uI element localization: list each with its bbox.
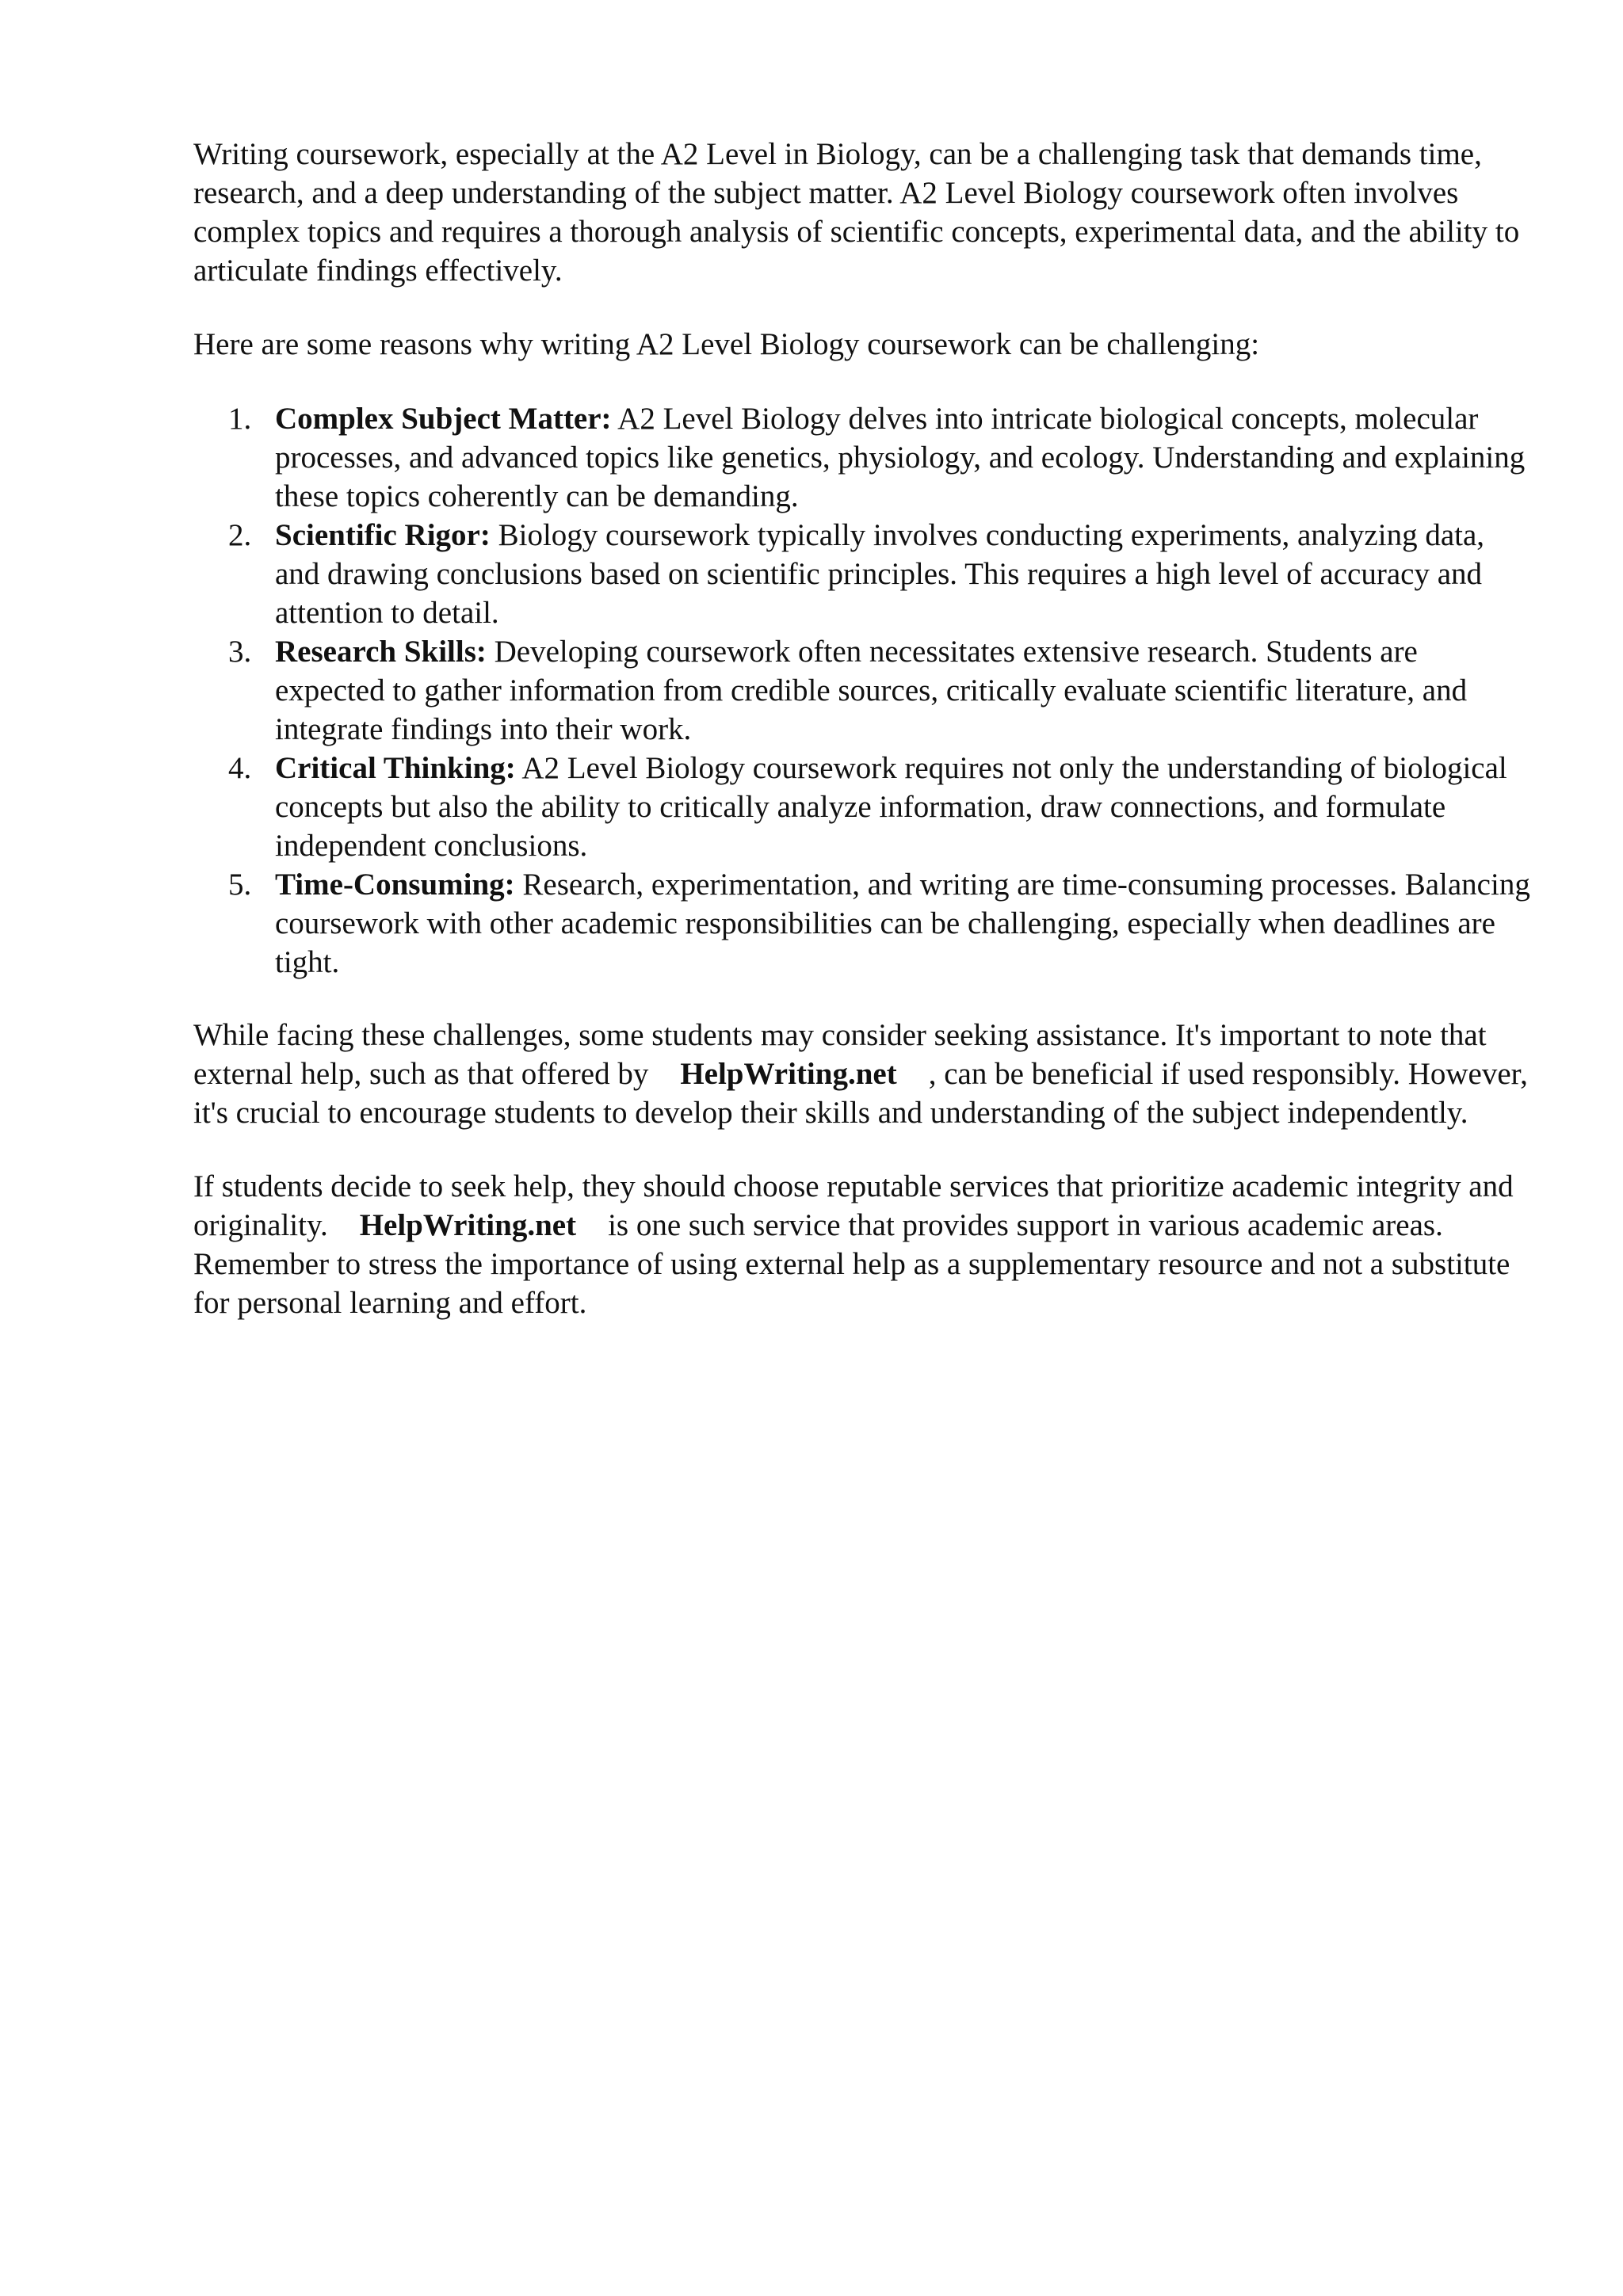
list-item-term: Scientific Rigor: xyxy=(275,518,491,552)
list-item-term: Research Skills: xyxy=(275,635,487,669)
list-item xyxy=(193,865,1533,982)
document-page xyxy=(193,135,1533,1357)
reasons-lead-in: Here are some reasons why writing A2 Level Biology coursework can be challenging: xyxy=(193,327,1260,361)
list-item-text: A2 Level Biology coursework requires not only the understanding of biological concepts but also the ability to critically analyze information, draw connections, and formulate independent conclusions. xyxy=(275,751,1507,863)
reasons-list xyxy=(193,399,1533,982)
list-item-text: A2 Level Biology delves into intricate biological concepts, molecular processes, and advanced topics like genetics, physiology, and ecology. Understanding and explaining these topics coherently can be demanding. xyxy=(275,402,1526,513)
list-item-number: 3. xyxy=(228,635,252,669)
assistance-text-after: , can be beneficial if used responsibly. However, it's crucial to encourage students to develop their skills and understanding of the subject independently. xyxy=(193,1057,1528,1130)
list-item-text: Biology coursework typically involves conducting experiments, analyzing data, and drawing conclusions based on scientific principles. This requires a high level of accuracy and attention to detail. xyxy=(275,518,1485,630)
list-item-term: Complex Subject Matter: xyxy=(275,402,612,436)
assistance-paragraph xyxy=(193,1016,1533,1132)
list-item-number: 5. xyxy=(228,868,252,902)
list-item-term: Time-Consuming: xyxy=(275,868,515,902)
list-item xyxy=(193,632,1533,749)
list-item-number: 2. xyxy=(228,518,252,552)
list-item-term: Critical Thinking: xyxy=(275,751,516,785)
list-item xyxy=(193,749,1533,865)
list-item xyxy=(193,516,1533,632)
recommendation-text-before: If students decide to seek help, they should choose reputable services that prioritize academic integrity and originality. xyxy=(193,1169,1514,1242)
recommendation-text-after: is one such service that provides support in various academic areas. Remember to stress the importance of using external help as a supplementary resource and not a substitute for personal learning and effort. xyxy=(193,1208,1510,1320)
list-item-number: 1. xyxy=(228,402,252,436)
helpwriting-link[interactable]: HelpWriting.net xyxy=(359,1208,577,1242)
list-item-text: Research, experimentation, and writing are time-consuming processes. Balancing coursework with other academic responsibilities can be challenging, especially when deadlines are tight. xyxy=(275,868,1530,979)
intro-paragraph: Writing coursework, especially at the A2 Level in Biology, can be a challenging task that demands time, research, and a deep understanding of the subject matter. A2 Level Biology coursework often involves complex topics and requires a thorough analysis of scientific concepts, experimental data, and the ability to articulate findings effectively. xyxy=(193,137,1520,288)
helpwriting-link[interactable]: HelpWriting.net xyxy=(680,1057,897,1091)
list-item-number: 4. xyxy=(228,751,252,785)
assistance-text-before: While facing these challenges, some students may consider seeking assistance. It's important to note that external help, such as that offered by xyxy=(193,1018,1487,1091)
recommendation-paragraph xyxy=(193,1167,1533,1322)
list-item-text: Developing coursework often necessitates extensive research. Students are expected to gather information from credible sources, critically evaluate scientific literature, and integrate findings into their work. xyxy=(275,635,1468,746)
list-item xyxy=(193,399,1533,516)
